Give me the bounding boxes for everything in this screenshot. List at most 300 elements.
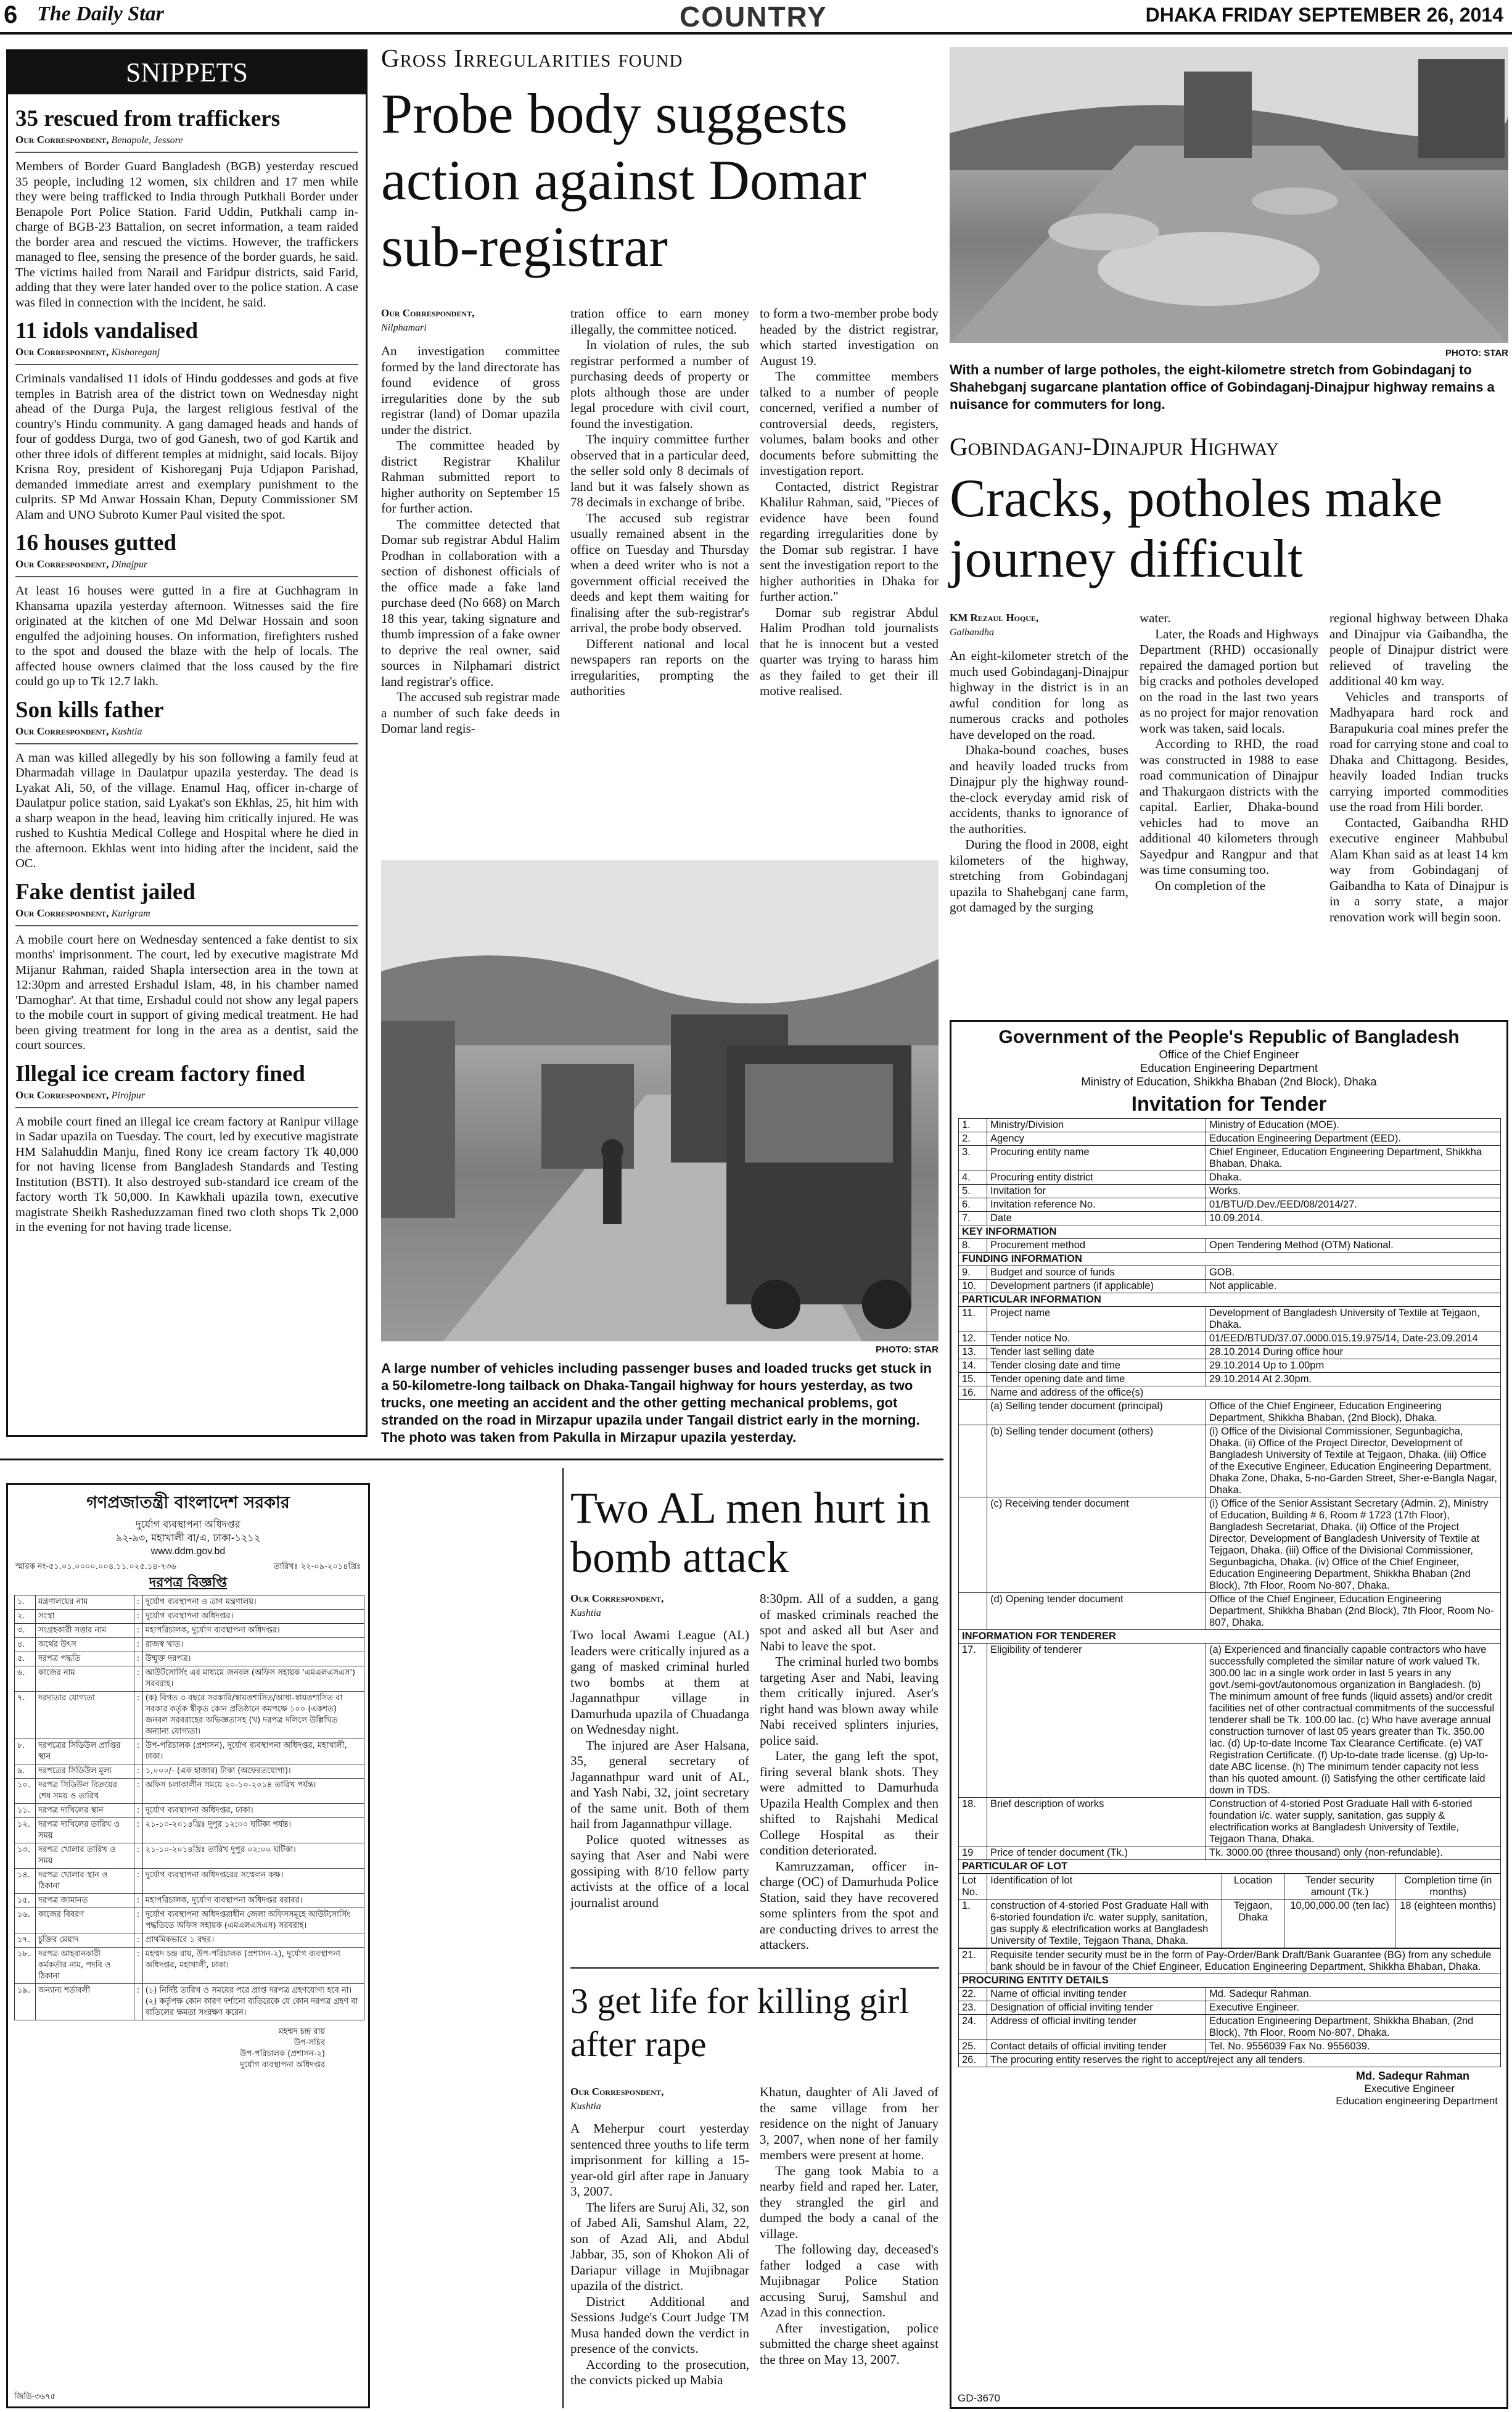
bangla-tender-cell: দরপত্র সিডিউল বিক্রয়ের শেষ সময় ও তারিখ [35,1779,134,1804]
bangla-tender-date: তারিখঃ ২২-০৯-২০১৪খ্রিঃ [273,1562,361,1571]
paragraph: The committee members talked to a number of people concerned, verified a number of controversial deeds, registers, volumes, balam books and other documents before submitting the investigation report. [760,369,939,478]
snippet-body: Members of Border Guard Bangladesh (BGB) yesterday rescued 35 people, including 12 women, six children and 17 men while they were being trafficked to India through Putkhali Border under Benapole Port Police Station. Farid Uddin, Putkhali camp in-charge of BGB-23 Battalion, on secret information, a team raided the border area and rescued the victims. However, the traffickers managed to flee, sensing the presence of the border guards, he said. The victims hailed from Narail and Faridpur districts, said Farid, adding that they were later handed over to the police station. A case was filed in connection with the incident, he said. [15,160,358,310]
tender-cell: 9. [959,1266,987,1280]
tender-row [959,1497,1501,1593]
snippet-byline: Our Correspondent, Dinajpur [15,558,148,570]
snippet-rule [15,1107,358,1108]
bangla-tender-row [15,1984,364,2020]
bangla-tender-row [15,1894,364,1908]
bangla-tender-table [14,1595,364,2020]
bangla-tender-cell: : [134,1624,142,1638]
bangla-tender-cell: প্রাথমিকভাবে ১ বছর। [142,1933,364,1948]
tender-cell: Ministry/Division [987,1119,1206,1132]
tender-gd-code: GD-3670 [958,2392,1000,2404]
tender-cell: Md. Sadequr Rahman. [1206,1988,1501,2001]
tender-cell: Tender closing date and time [987,1359,1206,1373]
bangla-tender-cell: ৮. [15,1739,36,1764]
bangla-tender-code: জিডি-৩৬৭৫ [14,2392,56,2402]
tender-section-label: PARTICULAR INFORMATION [959,1293,1501,1307]
bangla-tender-cell: দরপত্র খোলার স্থান ও ঠিকানা [35,1869,134,1894]
paragraph: An eight-kilometer stretch of the much used Gobindaganj-Dinajpur highway in the district is in an awful condition for long as numerous cracks and potholes have developed on the road. [950,648,1128,742]
snippet-rule [15,364,358,365]
tender-cell: Invitation for [987,1185,1206,1198]
tender-row [959,1132,1501,1146]
bangla-tender-cell: মহম্মদ চন্দ্র রায়, উপ-পরিচালক (প্রশাসন-২), দুর্যোগ ব্যবস্থাপনা অধিদপ্তর, মহাখালী, ঢাকা। [142,1948,364,1984]
tender-cell: The procuring entity reserves the right to accept/reject any all tenders. [987,2054,1501,2067]
tender-row [959,1949,1501,1974]
tender-cell: Office of the Chief Engineer, Education Engineering Department, Shikkha Bhaban, (2nd Block), Dhaka. [1206,1400,1501,1425]
tender-row [959,2001,1501,2015]
tender-row [959,2054,1501,2067]
bangla-tender-row [15,1908,364,1933]
snippet-rule [15,743,358,744]
bangla-tender-cell: সংগ্রহকারী সত্তার নাম [35,1624,134,1638]
snippet-item [15,1061,358,1235]
bangla-tender-cell: অন্যান্য শর্তাবলী [35,1984,134,2020]
tender-title: Government of the People's Republic of Bangladesh [998,1027,1460,1047]
snippet-headline: Fake dentist jailed [15,879,195,905]
potholes-text [950,648,1128,916]
tender-invitation: Invitation for Tender [1131,1092,1327,1115]
tender-row [959,1425,1501,1497]
bangla-tender-row [15,1624,364,1638]
story-column-3 [760,306,939,699]
tender-cell: 3. [959,1146,987,1171]
tender-row [959,1630,1501,1644]
lot-row [959,1874,1501,1900]
bangla-tender-cell: ১. [15,1595,36,1610]
bomb-text [570,1628,749,1911]
life-headline: 3 get life for killing girl after rape [570,1981,910,2064]
bangla-tender-cell: ১৯. [15,1984,36,2020]
story-divider [570,1967,939,1969]
byline: Our Correspondent, Nilphamari [381,307,475,333]
lot-cell: 1. [959,1900,987,1948]
tender-row [959,1386,1501,1400]
tender-row [959,1974,1501,1988]
bomb-headline: Two AL men hurt in bomb attack [570,1483,931,1582]
bangla-tender-cell: দুর্যোগ ব্যবস্থাপনা ও ত্রাণ মন্ত্রণালয়। [142,1595,364,1610]
tender-cell: Budget and source of funds [987,1266,1206,1280]
lot-row [959,1900,1501,1948]
tender-cell: 21. [959,1949,987,1974]
bangla-tender-cell: : [134,1595,142,1610]
paragraph: The injured are Aser Halsana, 35, general secretary of Jagannathpur ward unit of AL, and Yash Nabi, 32, joint secretary of the same unit. Both of them hail from Jagannathpur village. [570,1737,749,1831]
snippet-byline: Our Correspondent, Kishoreganj [15,346,160,358]
tender-cell: (c) Receiving tender document [987,1497,1206,1593]
tender-cell: 15. [959,1373,987,1386]
bangla-tender-cell: আউটসোর্সিং এর মাধ্যমে জনবল (অফিস সহায়ক 'এমএলএসএস') সরবরাহ। [142,1666,364,1692]
paragraph: Later, the Roads and Highways Department (RHD) occasionally repaired the damaged portion but big cracks and potholes developed on the road in the last two years as no project for major renovation work was taken, said locals. [1140,626,1318,736]
paragraph: Police quoted witnesses as saying that Aser and Nabi were gossiping with 8/10 fellow party activists at the office of a local journalist around [570,1832,749,1910]
bangla-tender-row [15,1652,364,1666]
snippet-byline: Our Correspondent, Pirojpur [15,1089,146,1101]
snippet-byline: Our Correspondent, Kurigram [15,907,150,919]
tender-cell: Eligibility of tenderer [987,1644,1206,1798]
potholes-headline: Cracks, potholes make journey difficult [950,469,1443,589]
tender-cell: Address of official inviting tender [987,2015,1206,2040]
snippet-rule [15,925,358,926]
snippet-item [15,697,358,871]
tender-cell: Works. [1206,1185,1501,1198]
tender-row [959,1346,1501,1359]
tender-cell: Education Engineering Department, Shikkha Bhaban, (2nd Block), 7th Floor, Room No-807, Dhaka. [1206,2015,1501,2040]
tender-row [959,1266,1501,1280]
paragraph: water. [1140,611,1171,625]
tender-cell: (a) Experienced and financially capable contractors who have successfully completed the similar nature of work valued Tk. 300.00 lac in a single work order in last 5 years in any govt./semi-govt/autonomous organization in Bangladesh. (b) The minimum amount of free funds (liquid assets) and/or credit facilities net of other contractual commitments of the successful tenderer shall be Tk. 100.00 lac. (c) Who have average annual construction turnover of last 05 years greater than Tk. 350.00 lac. (d) Up-to-date Income Tax Clearance Certificate. (e) VAT Registration Certificate. (f) Up-to-date trade license. (g) Up-to-date ABC license. (h) The minimum tender capacity not less than his quoted amount. (i) Satisfying the other certificate laid down in TDS. [1206,1644,1501,1798]
bangla-tender-cell: দরপত্র দাখিলের স্থান [35,1804,134,1818]
tender-cell: (d) Opening tender document [987,1593,1206,1630]
bangla-tender-cell: : [134,1652,142,1666]
tender-details-table [958,1948,1501,2067]
bangla-tender-row [15,1818,364,1843]
tender-row [959,1171,1501,1185]
tender-cell: (b) Selling tender document (others) [987,1425,1206,1497]
bangla-tender-row [15,1638,364,1652]
bangla-tender-cell: কাজের বিবরণ [35,1908,134,1933]
tender-cell: 10. [959,1280,987,1293]
bangla-tender-row [15,1948,364,1984]
potholes-column-1 [950,611,1128,916]
snippet-body: Criminals vandalised 11 idols of Hindu goddesses and gods at five temples in Batrish area of the district town on Wednesday night ahead of the Durga Puja, the largest religious festival of the country's Hindu community. A gang damaged heads and hands of four of goddess Durga, two of god Ganesh, two of god Kartik and other three idols of different temples at midnight, said locals. Bijoy Krisna Roy, president of Kishoreganj Puja Udjapon Parishad, demanded immediate arrest and exemplary punishment to the culprits. SP Md Anwar Hossain Khan, Deputy Commissioner SM Alam and UNO Subroto Kumer Paul visited the spot. [15,372,358,522]
tender-cell: Name and address of the office(s) [987,1386,1501,1400]
snippets-title: SNIPPETS [8,51,366,94]
story-column-2 [570,306,749,699]
paragraph: The committee headed by district Registrar Khalilur Rahman submitted report to higher authority on September 15 for further action. [381,438,560,516]
tender-cell: 25. [959,2040,987,2054]
tender-cell: 12. [959,1332,987,1346]
snippet-item [15,879,358,1053]
snippet-byline: Our Correspondent, Kushtia [15,725,142,737]
bangla-tender-cell: ১০. [15,1779,36,1804]
tender-row [959,1225,1501,1239]
bangla-tender-cell: (১) নির্দিষ্ট তারিখ ও সময়ের পরে প্রাপ্ত দরপত্র গ্রহণযোগ্য হবে না। (২) কর্তৃপক্ষ কোন কারণ দর্শানো ব্যতিরেকে যে কোন দরপত্র গ্রহণ বা বাতিলের ক্ষমতা সংরক্ষণ করেন। [142,1984,364,2020]
lot-cell: Location [1222,1874,1284,1900]
potholes-byline: KM Rezaul Hoque, Gaibandha [950,612,1039,638]
tender-cell: Development of Bangladesh University of Textile at Tejgaon, Dhaka. [1206,1307,1501,1332]
bangla-tender-cell: উপ-পরিচালক (প্রশাসন), দুর্যোগ ব্যবস্থাপনা অধিদপ্তর, মহাখালী, ঢাকা। [142,1739,364,1764]
lot-cell: Completion time (in months) [1395,1874,1501,1900]
tender-row [959,1307,1501,1332]
bangla-tender-cell: : [134,1908,142,1933]
paragraph: The accused sub registrar made a number of such fake deeds in Domar land regis- [381,689,560,736]
traffic-photo-caption: A large number of vehicles including passenger buses and loaded trucks get stuck in a 50-kilometre-long tailback on Dhaka-Tangail highway for hours yesterday, as two trucks, one meeting an accident and the other getting mechanical problems, got stranded on the road in Mirzapur upazila under Tangail district early in the morning. The photo was taken from Pakulla in Mirzapur upazila yesterday. [381,1360,932,1445]
page-number: 6 [4,1,18,28]
bangla-tender-cell: : [134,1692,142,1739]
bangla-tender-row [15,1595,364,1610]
lot-cell: Tender security amount (Tk.) [1284,1874,1395,1900]
bangla-tender-cell: : [134,1804,142,1818]
tender-cell: 01/BTU/D.Dev./EED/08/2014/27. [1206,1198,1501,1212]
bangla-tender-row [15,1666,364,1692]
paragraph: tration office to earn money illegally, the committee noticed. [570,306,749,337]
tender-row [959,1212,1501,1225]
bangla-tender-signature: মহম্মদ চন্দ্র রায় উপ-সচিব উপ-পরিচালক (প্রশাসন-২) দুর্যোগ ব্যবস্থাপনা অধিদপ্তর [240,2027,325,2070]
bangla-tender-cell: : [134,1894,142,1908]
paragraph: Later, the gang left the spot, firing several blank shots. They were admitted to Damurhuda Upazila Health Complex and then shifted to Rajshahi Medical College Hospital as their condition deteriorated. [760,1748,939,1858]
bangla-tender-cell: ১,০০০/- (এক হাজার) টাকা (অফেরতযোগ্য)। [142,1764,364,1779]
bangla-tender-memo-row [8,1558,368,1576]
tender-cell: 22. [959,1988,987,2001]
snippet-item [15,530,358,689]
bangla-tender-cell: দরপত্র জামানত [35,1894,134,1908]
issue-date: DHAKA FRIDAY SEPTEMBER 26, 2014 [1145,4,1503,26]
tender-row [959,1798,1501,1846]
tender-cell: Price of tender document (Tk.) [987,1846,1206,1860]
tender-cell: 5. [959,1185,987,1198]
road-photo [950,47,1508,343]
paragraph: to form a two-member probe body headed by the district registrar, which started investigation on August 19. [760,306,939,368]
tender-cell: Tender opening date and time [987,1373,1206,1386]
bangla-tender-cell: ২১-১০-২০১৪খ্রিঃ তারিখ দুপুর ০২:০০ ঘটিকা। [142,1843,364,1869]
paragraph: After investigation, police submitted the charge sheet against the three on May 13, 2007. [760,2320,939,2367]
tender-row [959,2015,1501,2040]
snippet-body: A mobile court fined an illegal ice cream factory at Ranipur village in Sadar upazila on Tuesday. The court, led by executive magistrate HM Salahuddin Manju, fined Rony ice cream factory Tk 40,000 for not having license from Bangladesh Standards and Testing Institution (BSTI). It also destroyed sub-standard ice cream of the factory worth Tk 50,000. In Kawkhali upazila town, executive magistrate Sheikh Rasheduzzaman fined two cloth shops Tk 2,000 in the evening for not having trade license. [15,1114,358,1234]
snippets-box [6,49,368,1437]
tender-cell [959,1593,987,1630]
paragraph: Different national and local newspapers ran reports on the irregularities, prompting the authorities [570,636,749,698]
tender-section-label: KEY INFORMATION [959,1225,1501,1239]
paragraph: regional highway between Dhaka and Dinajpur via Gaibandha, the people of Dinajpur district were relieved of traveling the additional 40 km way. [1329,611,1508,688]
snippet-item [15,105,358,310]
snippet-body: A mobile court here on Wednesday sentenced a fake dentist to six months' imprisonment. The court, led by executive magistrate Md Mijanur Rahman, raided Shapla intersection area in the town at 12:30pm and arrested Ershadul Islam, 48, in his chamber named 'Damoghar'. At that time, Ershadul could not show any legal papers to the mobile court in support of giving medical treatment. He had been giving treatment for long in the area as a dentist, said the court sources. [15,932,358,1052]
traffic-photo-image [381,860,939,1341]
paragraph: A Meherpur court yesterday sentenced three youths to life term imprisonment for killing a 15-year-old girl after rape in January 3, 2007. [570,2121,749,2199]
tender-row [959,1293,1501,1307]
life-column-2 [760,2085,939,2368]
snippet-rule [15,576,358,577]
tender-cell: Chief Engineer, Education Engineering Department, Shikkha Bhaban, Dhaka. [1206,1146,1501,1171]
tender-cell: 16. [959,1386,987,1400]
bangla-tender-cell: সংস্থা [35,1610,134,1624]
bangla-tender-cell: রাজস্ব খাত। [142,1638,364,1652]
tender-cell: Construction of 4-storied Post Graduate Hall with 6-storied foundation i/c. water supply, sanitation, gas supply & electrification works at Bangladesh University of Textile, Tejgaon Thana, Dhaka. [1206,1798,1501,1846]
tender-row [959,1593,1501,1630]
bangla-tender-cell: : [134,1739,142,1764]
bangla-tender-cell: : [134,1869,142,1894]
bangla-tender-address: ৯২-৯৩, মহাখালী বা/এ, ঢাকা-১২১২ [115,1532,261,1544]
bangla-tender-cell: ১৮. [15,1948,36,1984]
masthead [0,0,1512,35]
tender-cell: 4. [959,1171,987,1185]
potholes-column-2 [1140,611,1318,894]
road-photo-caption: With a number of large potholes, the eight-kilometre stretch from Gobindaganj to Shahebganj sugarcane plantation office of Gobindaganj-Dinajpur highway remains a nuisance for commuters for long. [950,362,1495,412]
horizontal-rule [0,1459,943,1460]
tender-cell: 19 [959,1846,987,1860]
tender-cell: 2. [959,1132,987,1146]
column-rule [562,1468,564,2408]
bangla-tender-cell: দরপত্রের সিডিউল মূল্য [35,1764,134,1779]
paragraph: The committee detected that Domar sub registrar Abdul Halim Prodhan in collaboration with a section of dishonest officials of the office made a fake land purchase deed (No 668) on March 18 this year, taking signature and thumb impression of a fake owner to deprive the real owner, said sources in Nilphamari district land registrar's office. [381,516,560,689]
tender-cell: Tk. 3000.00 (three thousand) only (non-refundable). [1206,1846,1501,1860]
tender-cell: 8. [959,1239,987,1253]
bangla-tender-title: গণপ্রজাতন্ত্রী বাংলাদেশ সরকার [86,1493,290,1512]
tender-cell: 17. [959,1644,987,1798]
bangla-tender-website: www.ddm.gov.bd [150,1546,226,1557]
life-byline: Our Correspondent, Kushtia [570,2086,664,2112]
bangla-tender-row [15,1692,364,1739]
tender-cell: Project name [987,1307,1206,1332]
tender-cell: (i) Office of the Senior Assistant Secretary (Admin. 2), Ministry of Education, Building # 6, Room # 1723 (17th Floor), Bangladesh Secretariat, Dhaka. (ii) Office of the Project Director, Development of Bangladesh University of Textile at Tejgaon, Dhaka. (iii) Office of the Divisional Commissioner, Segunbagicha, Dhaka. (iv) Office of the Chief Engineer, Education Engineering Department, Shikkha Bhaban (2nd Block), 7th Floor, Room No-807, Dhaka. [1206,1497,1501,1593]
tender-cell: Ministry of Education (MOE). [1206,1119,1501,1132]
snippets-list [15,105,358,1235]
bomb-column-2 [760,1591,939,1953]
tender-cell: Contact details of official inviting tender [987,2040,1206,2054]
paragraph: 8:30pm. All of a sudden, a gang of masked criminals reached the spot and asked all but Aser and Nabi to leave the spot. [760,1591,939,1653]
tender-cell: (a) Selling tender document (principal) [987,1400,1206,1425]
bangla-tender-cell: দুর্যোগ ব্যবস্থাপনা অধিদপ্তর, ঢাকা। [142,1804,364,1818]
bangla-tender-cell: : [134,1610,142,1624]
bangla-tender-cell: ৩. [15,1624,36,1638]
tender-cell: Name of official inviting tender [987,1988,1206,2001]
bangla-tender-cell: দরপত্র দাখিলের তারিখ ও সময় [35,1818,134,1843]
bangla-tender-cell: (ক) বিগত ৩ বছরে সরকারি/স্বায়ত্তশাসিত/আধা-স্বায়ত্তশাসিত বা সরকার কর্তৃক স্বীকৃত কোন প্রতিষ্ঠানে কমপক্ষে ১০০ (একশত) জনবল সরবরাহের অভিজ্ঞতাসহ (খ) দরপত্র দলিলে উল্লিখিত অন্যান্য যোগ্যতা। [142,1692,364,1739]
tender-cell [959,1497,987,1593]
traffic-photo [381,860,939,1341]
bangla-tender-memo: স্মারক নং-৫১.০১.০০০০.০০৪.১১.০২৫.১৪-৭৩৬ [15,1562,176,1571]
bangla-tender-cell: ১৭. [15,1933,36,1948]
paragraph: Kamruzzaman, officer in-charge (OC) of Damurhuda Police Station, said they have recovered some splinters from the spot and are conducting drives to arrest the attackers. [760,1858,939,1952]
tender-cell: 1. [959,1119,987,1132]
bangla-tender-cell: ৬. [15,1666,36,1692]
life-column-1 [570,2085,749,2389]
bangla-tender-cell: দরপত্রের সিডিউল প্রাপ্তির স্থান [35,1739,134,1764]
bangla-tender-cell: : [134,1779,142,1804]
tender-cell: 26. [959,2054,987,2067]
bangla-tender-cell: : [134,1818,142,1843]
bangla-tender-cell: ৫. [15,1652,36,1666]
tender-cell: Tender notice No. [987,1332,1206,1346]
paragraph: The lifers are Suruj Ali, 32, son of Jabed Ali, Samshul Alam, 22, son of Azad Ali, and Abdul Jabbar, 35, son of Khokon Ali of Dariapur village in Mujibnagar upazila of the district. [570,2199,749,2293]
tender-row [959,1846,1501,1860]
tender-row [959,1988,1501,2001]
tender-cell: Tender last selling date [987,1346,1206,1359]
tender-cell: 11. [959,1307,987,1332]
bangla-tender-cell: অর্থের উৎস [35,1638,134,1652]
paragraph: Contacted, district Registrar Khalilur Rahman, said, "Pieces of evidence have been found regarding irregularities done by the Domar sub registrar. I have sent the investigation report to the higher authorities in Dhaka for further action." [760,479,939,604]
paragraph: The following day, deceased's father lodged a case with Mujibnagar Police Station accusing Suruj, Samshul and Azad in this connection. [760,2242,939,2319]
tender-cell: GOB. [1206,1266,1501,1280]
tender-cell: Date [987,1212,1206,1225]
tender-office: Office of the Chief Engineer [1159,1048,1299,1061]
snippet-item [15,318,358,522]
bangla-tender-cell: : [134,1984,142,2020]
lot-cell: 10,00,000.00 (ten lac) [1284,1900,1395,1948]
bangla-tender-row [15,1869,364,1894]
bangla-tender-row [15,1739,364,1764]
bangla-tender-cell: ১২. [15,1818,36,1843]
paragraph: The inquiry committee further observed that in a particular deed, the seller sold only 8 decimals of land but it was falsely shown as 78 decimals in exchange of bribe. [570,432,749,509]
tender-cell: Procuring entity name [987,1146,1206,1171]
tender-cell: 23. [959,2001,987,2015]
tender-cell: Education Engineering Department (EED). [1206,1132,1501,1146]
tender-row [959,1119,1501,1132]
story-column-1 [381,306,560,737]
snippet-headline: Illegal ice cream factory fined [15,1061,305,1087]
tender-cell [959,1400,987,1425]
paragraph: In violation of rules, the sub registrar performed a number of purchasing deeds of property or plots although those are under legal procedure with civil court, found the investigation. [570,337,749,431]
snippet-body: At least 16 houses were gutted in a fire at Guchhagram in Khansama upazila yesterday afternoon. Witnesses said the fire originated at the kitchen of one Md Delwar Hossain and soon engulfed the adjoining houses. On information, firefighters rushed to the spot and doused the blaze with the help of locals. The affected house owners claimed that the loss caused by the fire could go up to Tk 12.7 lakh. [15,584,358,688]
bangla-tender-cell: : [134,1666,142,1692]
tender-cell: Requisite tender security must be in the form of Pay-Order/Bank Draft/Bank Guarantee (BG) from any schedule bank should be in favour of the Chief Engineer, Education Engineering Department, Shikkha Bhaban, Dhaka. [987,1949,1501,1974]
tender-signatory-title: Executive Engineer [1364,2083,1455,2094]
tender-row [959,1185,1501,1198]
lot-cell: Lot No. [959,1874,987,1900]
paragraph: Domar sub registrar Abdul Halim Prodhan told journalists that he is innocent but a vested quarter was trying to harass him as they failed to get their ill motive realised. [760,604,939,698]
tender-cell: Procurement method [987,1239,1206,1253]
potholes-kicker: Gobindaganj-Dinajpur Highway [950,432,1279,461]
bangla-tender-cell: দরদাতার যোগ্যতা [35,1692,134,1739]
tender-cell: 29.10.2014 At 2.30pm. [1206,1373,1501,1386]
tender-cell: Development partners (if applicable) [987,1280,1206,1293]
paragraph: The accused sub registrar usually remained absent in the office on Tuesday and Thursday when a deed writer who is not a government official received the deeds and kept them waiting for finalising after the sub-registrar's arrival, the probe body observed. [570,510,749,635]
lot-cell: Identification of lot [987,1874,1222,1900]
tender-cell: 6. [959,1198,987,1212]
snippet-headline: Son kills father [15,697,164,723]
tender-cell: 14. [959,1359,987,1373]
bangla-tender-row [15,1610,364,1624]
bangla-tender-cell: ৭. [15,1692,36,1739]
tender-row [959,1146,1501,1171]
bangla-tender-cell: দুর্যোগ ব্যবস্থাপনা অধিদপ্তরাধীন জেলা অফিসসমূহে আউটসোর্সিং পদ্ধতিতে অফিস সহায়ক (এমএলএসএস) সরবরাহ। [142,1908,364,1933]
bangla-tender-cell: ১৫. [15,1894,36,1908]
paragraph: An investigation committee formed by the land directorate has found evidence of gross irregularities done by the sub registrar (land) of Domar upazila under the district. [381,344,560,437]
bangla-tender-row [15,1779,364,1804]
bangla-tender-cell: কাজের নাম [35,1666,134,1692]
tender-cell: Office of the Chief Engineer, Education Engineering Department, Shikkha Bhaban (2nd Block), 7th Floor, Room No-807, Dhaka. [1206,1593,1501,1630]
tender-section-label: PROCURING ENTITY DETAILS [959,1974,1501,1988]
section-title: COUNTRY [680,1,828,33]
bangla-tender-cell: মন্ত্রণালয়ের নাম [35,1595,134,1610]
tender-row [959,1359,1501,1373]
bangla-tender-heading: দরপত্র বিজ্ঞপ্তি [149,1575,228,1591]
bangla-tender-row [15,1933,364,1948]
tender-row [959,1644,1501,1798]
tender-lot-table [958,1874,1501,1948]
tender-cell: 10.09.2014. [1206,1212,1501,1225]
tender-ministry: Ministry of Education, Shikkha Bhaban (2nd Block), Dhaka [1081,1075,1377,1088]
snippet-headline: 35 rescued from traffickers [15,106,281,131]
bangla-tender-cell: চুক্তির মেয়াদ [35,1933,134,1948]
paragraph: Khatun, daughter of Ali Javed of the same village from her residence on the night of January 3, 2007, when none of her family members were present at home. [760,2085,939,2162]
bangla-tender-cell: ৯. [15,1764,36,1779]
tender-cell: 24. [959,2015,987,2040]
bomb-byline: Our Correspondent, Kushtia [570,1592,664,1618]
bangla-tender-cell: ৪. [15,1638,36,1652]
story-text [381,344,560,737]
tender-cell: Invitation reference No. [987,1198,1206,1212]
bangla-tender-cell: ১৪. [15,1869,36,1894]
tender-row [959,1253,1501,1266]
snippet-headline: 16 houses gutted [15,530,177,556]
tender-row [959,1280,1501,1293]
lot-cell: 18 (eighteen months) [1395,1900,1501,1948]
tender-cell: Dhaka. [1206,1171,1501,1185]
bangla-tender-cell: অফিস চলাকালীন সময়ে ২০-১০-২০১৪ তারিখ পর্যন্ত। [142,1779,364,1804]
tender-cell: 01/EED/BTUD/37.07.0000.015.19.975/14, Date-23.09.2014 [1206,1332,1501,1346]
tender-cell: 18. [959,1798,987,1846]
tender-notice [950,1020,1508,2409]
bangla-tender-cell: দুর্যোগ ব্যবস্থাপনা অধিদপ্তরের সম্মেলন কক্ষ। [142,1869,364,1894]
bangla-tender-cell: : [134,1933,142,1948]
bangla-tender-cell: দরপত্র খোলার তারিখ ও সময় [35,1843,134,1869]
tender-section-label: PARTICULAR OF LOT [959,1860,1501,1874]
bangla-tender-notice [6,1483,370,2408]
bangla-tender-row [15,1804,364,1818]
paragraph: Vehicles and transports of Madhyapara hard rock and Barapukuria coal mines prefer the road for carrying stone and coal to Dhaka and Chittagong. Besides, heavily loaded Indian trucks carrying imported commodities use the road from Hili border. [1329,689,1508,814]
tender-signatory-office: Education engineering Department [1336,2095,1498,2107]
tender-signatory: Md. Sadequr Rahman [1355,2070,1469,2082]
